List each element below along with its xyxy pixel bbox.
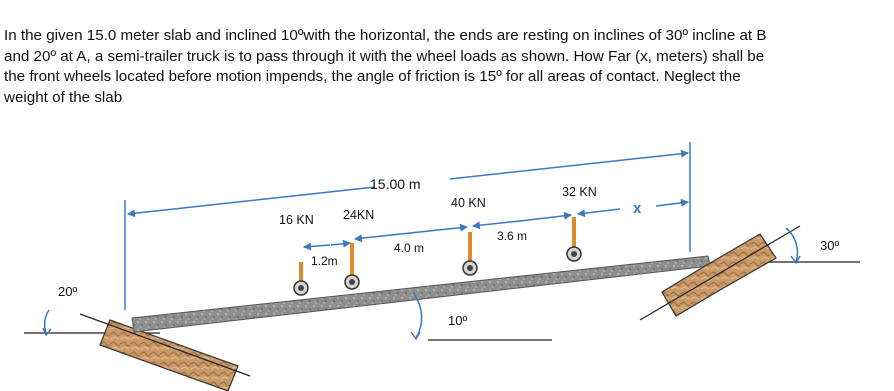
slab-length-dimension — [128, 187, 375, 214]
load-label-rear: 16 KN — [279, 213, 314, 227]
slab-length-label: 15.00 m — [370, 176, 421, 192]
problem-line: weight of the slab — [4, 88, 123, 106]
wheel-middle — [345, 243, 359, 289]
angle-arc-left — [45, 310, 49, 333]
left-incline-block — [100, 320, 238, 391]
spacing-3-label: 3.6 m — [497, 229, 528, 243]
angle-slab-label: 10º — [448, 313, 468, 328]
load-label-third: 40 KN — [451, 196, 486, 210]
slab-length-dimension — [450, 153, 688, 179]
problem-line: the front wheels located before motion impends, the angle of friction is 15º for all areas of contact. Neglect the — [4, 68, 741, 85]
x-dimension — [578, 209, 620, 214]
wheel-rear — [294, 262, 308, 295]
spacing-1-dimension — [304, 245, 330, 247]
spacing-2-label: 4.0 m — [394, 241, 425, 255]
right-incline-block — [662, 234, 776, 316]
spacing-2-dimension — [410, 227, 467, 233]
problem-line: and 20º at A, a semi-trailer truck is to pass through it with the wheel loads as shown. How Far (x, meters) shall be — [4, 47, 765, 65]
wheel-third — [463, 232, 477, 275]
spacing-2-dimension — [355, 233, 410, 239]
spacing-3-dimension — [520, 215, 571, 221]
x-label: x — [633, 200, 642, 217]
spacing-3-dimension — [473, 221, 520, 226]
angle-arc-slab — [414, 294, 422, 338]
angle-left-label: 20º — [58, 284, 78, 299]
spacing-1-dimension — [331, 243, 350, 245]
right-incline-line — [640, 226, 800, 320]
problem-line: In the given 15.0 meter slab and inclined 10ºwith the horizontal, the ends are resting on inclines of 30º incline at B — [4, 27, 767, 44]
spacing-1-label: 1.2m — [311, 254, 338, 268]
angle-right-label: 30º — [820, 238, 840, 253]
load-label-middle: 24KN — [343, 208, 375, 222]
x-dimension — [656, 202, 688, 206]
wheel-front — [567, 217, 581, 261]
load-label-front: 32 KN — [562, 185, 597, 199]
